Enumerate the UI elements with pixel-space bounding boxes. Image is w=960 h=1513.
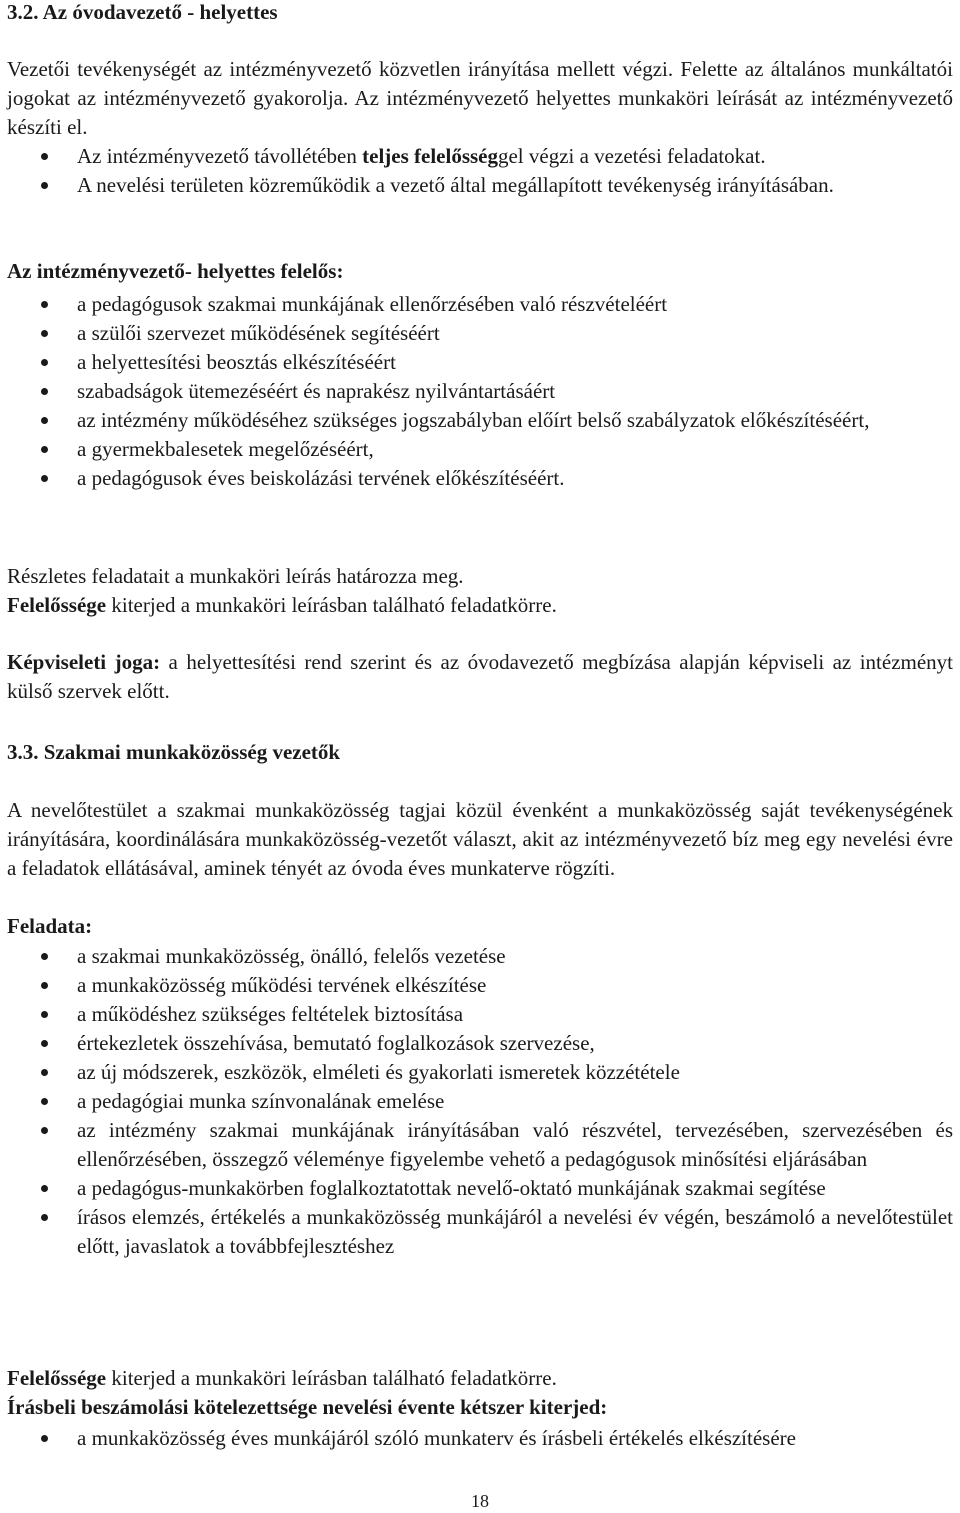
list-item: írásos elemzés, értékelés a munkaközösség munkájáról a nevelési év végén, beszámoló a nevelőtestület előtt, javaslatok a továbbfejlesztéshez [0,1203,953,1261]
list-item: a pedagógusok szakmai munkájának ellenőrzésében való részvételéért [0,290,953,319]
list-item: a gyermekbalesetek megelőzéséért, [0,435,953,464]
section-title-3-2: 3.2. Az óvodavezető - helyettes [7,0,278,24]
deputy-duties-list [0,142,953,200]
tasks-heading: Feladata: [7,914,93,938]
list-item: a működéshez szükséges feltételek biztosítása [0,1000,953,1029]
section-3-3-intro: A nevelőtestület a szakmai munkaközösség tagjai közül évenként a munkaközösség saját tevékenységének irányítására, koordinálására munkaközösség-vezetőt választ, akit az intézményvezető bíz meg egy nevelési évre a feladatok ellátásával, aminek tényét az óvoda éves munkaterve rögzíti. [7,798,953,880]
list-item: a helyettesítési beosztás elkészítéséért [0,348,953,377]
list-item: az intézmény szakmai munkájának irányításában való részvétel, tervezésében, szervezésében és ellenőrzésében, összegző véleménye figyelembe vehető a pedagógusok minősítési eljárásában [0,1116,953,1174]
liability-text-2: Felelőssége kiterjed a munkaköri leírásban található feladatkörre. [7,1366,557,1390]
list-item: szabadságok ütemezéséért és naprakész nyilvántartásáért [0,377,953,406]
list-item: a munkaközösség éves munkájáról szóló munkaterv és írásbeli értékelés elkészítésére [0,1424,953,1453]
liability-text: Felelőssége kiterjed a munkaköri leírásban található feladatkörre. [7,593,557,617]
list-item: a pedagógusok éves beiskolázási tervének előkészítéséért. [0,464,953,493]
page-number: 18 [471,1491,489,1511]
list-item: a pedagógus-munkakörben foglalkoztatottak nevelő-oktató munkájának szakmai segítése [0,1174,953,1203]
deputy-duty-item: Az intézményvezető távollétében teljes felelősséggel végzi a vezetési feladatokat. [0,142,953,171]
tasks-list [0,942,953,1261]
detailed-tasks-text: Részletes feladatait a munkaköri leírás határozza meg. [7,564,464,588]
list-item: értekezletek összehívása, bemutató foglalkozások szervezése, [0,1029,953,1058]
responsibilities-heading: Az intézményvezető- helyettes felelős: [7,259,344,283]
list-item: a szülői szervezet működésének segítéséért [0,319,953,348]
list-item: az új módszerek, eszközök, elméleti és gyakorlati ismeretek közzététele [0,1058,953,1087]
representation-text: Képviseleti joga: a helyettesítési rend szerint és az óvodavezető megbízása alapján képviseli az intézményt külső szervek előtt. [7,650,954,703]
list-item: a pedagógiai munka színvonalának emelése [0,1087,953,1116]
list-item: a munkaközösség működési tervének elkészítése [0,971,953,1000]
report-list [0,1424,953,1453]
report-heading: Írásbeli beszámolási kötelezettsége nevelési évente kétszer kiterjed: [7,1395,608,1419]
section-title-3-3: 3.3. Szakmai munkaközösség vezetők [7,740,341,764]
responsibilities-list [0,290,953,493]
list-item: az intézmény működéséhez szükséges jogszabályban előírt belső szabályzatok előkészítéséért, [0,406,953,435]
section-3-2-intro: Vezetői tevékenységét az intézményvezető közvetlen irányítása mellett végzi. Felette az általános munkáltatói jogokat az intézményvezető gyakorolja. Az intézményvezető helyettes munkaköri leírását az intézményvezető készíti el. [7,57,953,139]
deputy-duty-item: A nevelési területen közreműködik a vezető által megállapított tevékenység irányításában. [0,171,953,200]
list-item: a szakmai munkaközösség, önálló, felelős vezetése [0,942,953,971]
